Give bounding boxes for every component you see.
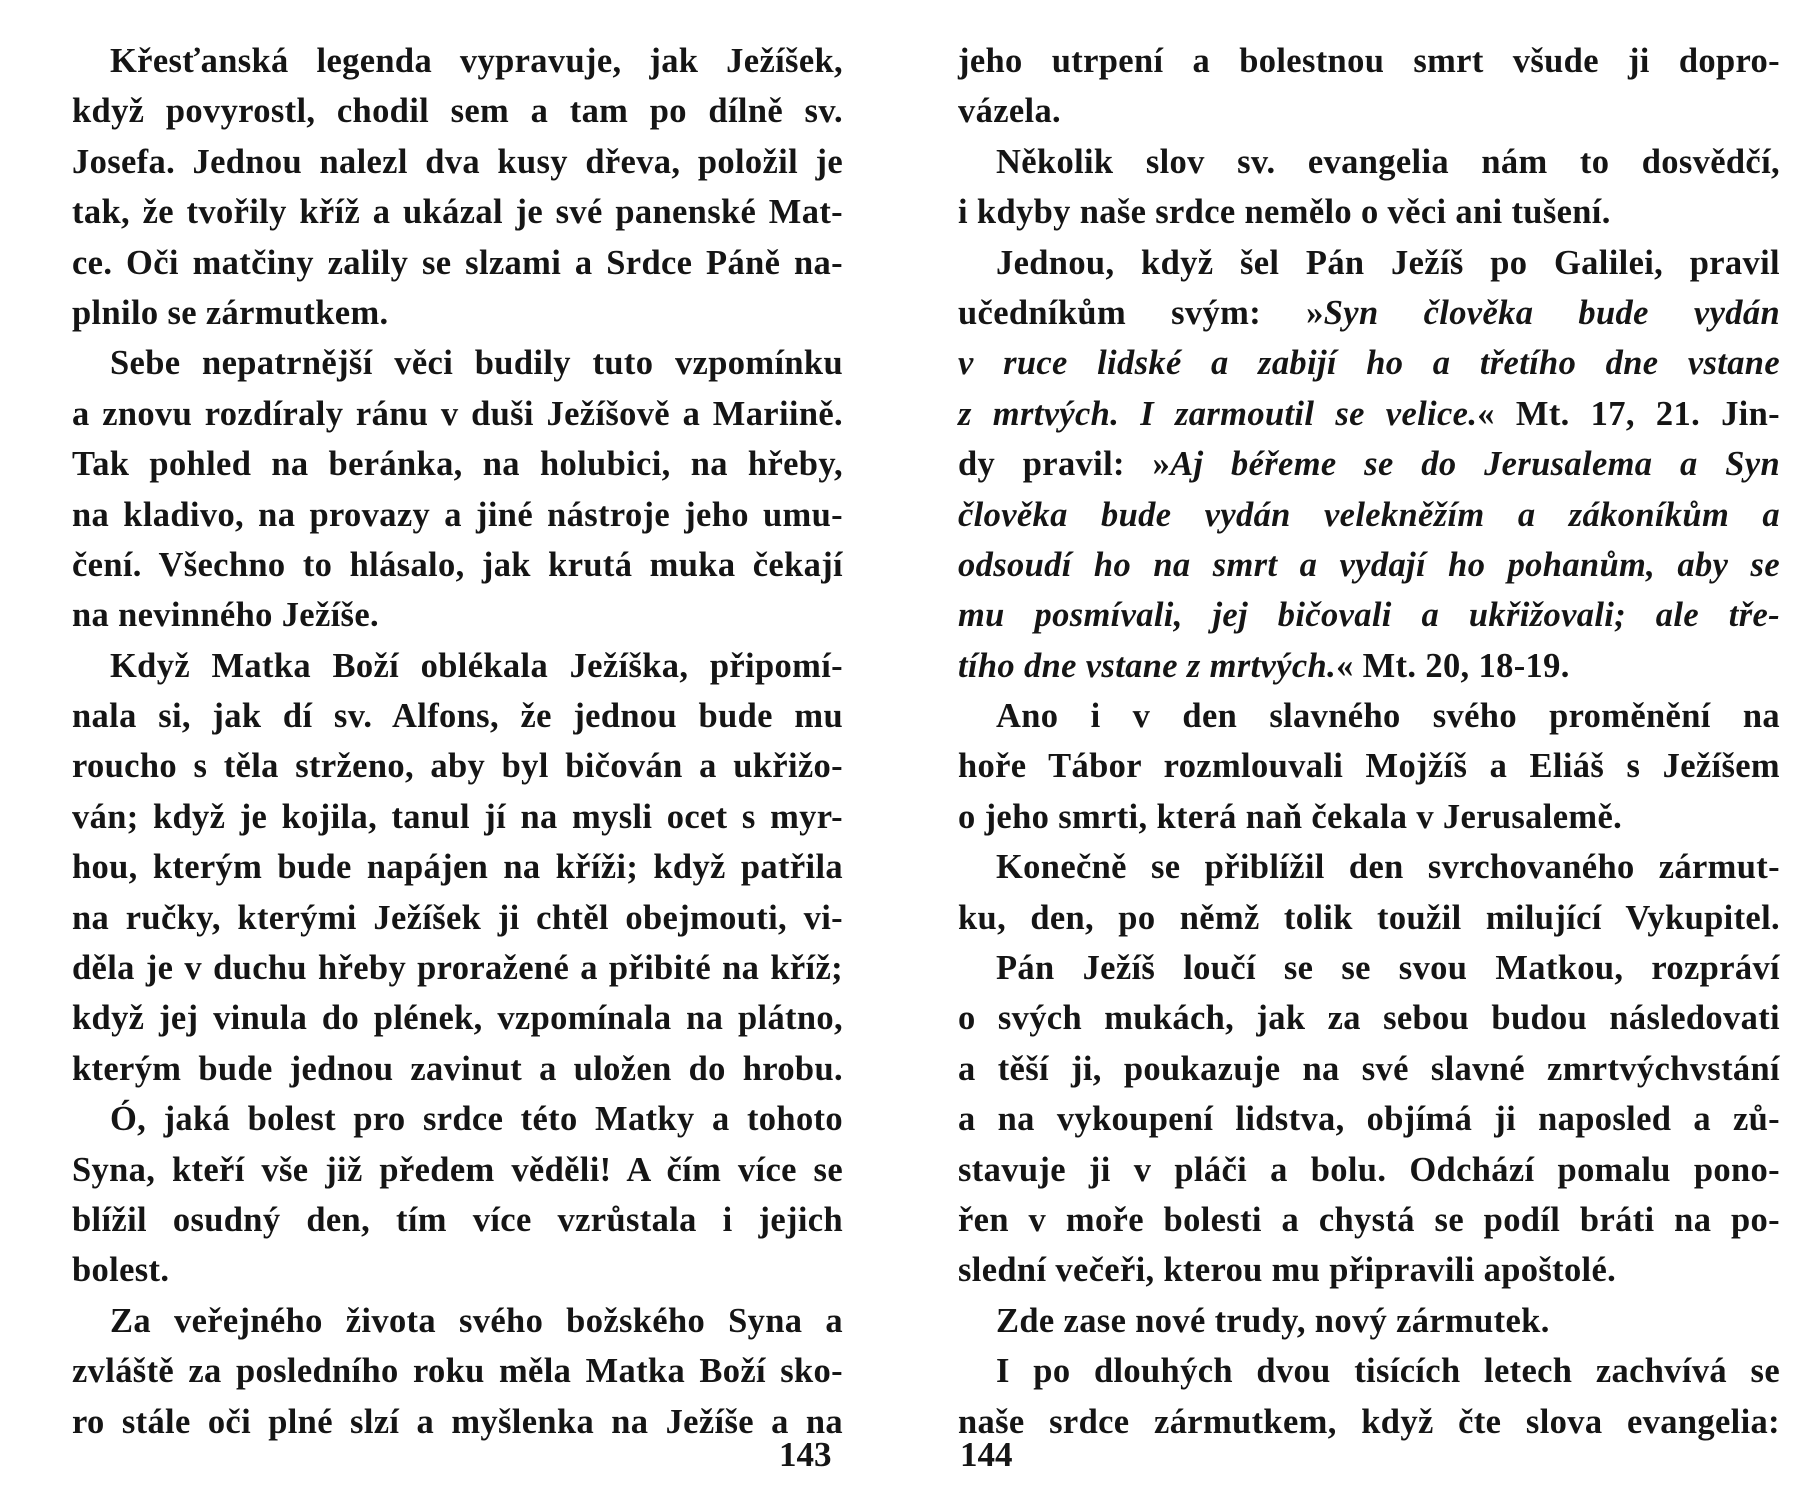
text-run: zvláště za posledního roku měla Matka Boží sko-: [72, 1352, 843, 1391]
text-run: tak, že tvořily kříž a ukázal je své panenské Mat-: [72, 193, 843, 232]
italic-quote-run: člověka bude vydán velekněžím a zákoníkům a: [958, 495, 1780, 534]
text-run: na kladivo, na provazy a jiné nástroje jeho umu-: [72, 495, 843, 534]
text-line: [958, 842, 1780, 892]
text-line: [72, 641, 843, 691]
text-line: [958, 288, 1780, 338]
text-run: Syna, kteří vše již předem věděli! A čím více se: [72, 1150, 843, 1189]
text-run: ro stále oči plné slzí a myšlenka na Ježíše a na: [72, 1402, 843, 1441]
text-run: na nevinného Ježíše.: [72, 596, 379, 635]
text-run: bolest.: [72, 1251, 170, 1290]
text-line: [958, 1397, 1780, 1447]
text-run: Sebe nepatrnější věci budily tuto vzpomínku: [110, 344, 843, 383]
italic-quote-run: odsoudí ho na smrt a vydají ho pohanům, aby se: [958, 545, 1780, 584]
text-line: [72, 86, 843, 136]
text-run: hoře Tábor rozmlouvali Mojžíš a Eliáš s Ježíšem: [958, 747, 1780, 786]
text-run: roucho s těla strženo, aby byl bičován a ukřižo-: [72, 747, 843, 786]
text-run: Zde zase nové trudy, nový zármutek.: [996, 1301, 1550, 1340]
italic-quote-run: v ruce lidské a zabijí ho a třetího dne vstane: [958, 344, 1780, 383]
page-number-left: 143: [779, 1435, 832, 1474]
text-line: [72, 993, 843, 1043]
text-line: [72, 943, 843, 993]
text-line: [72, 893, 843, 943]
text-line: [958, 1094, 1780, 1144]
text-run: o svých mukách, jak za sebou budou následovati: [958, 999, 1780, 1038]
text-run: Ano i v den slavného svého proměnění na: [996, 697, 1780, 736]
text-line: [72, 842, 843, 892]
text-run: nala si, jak dí sv. Alfons, že jednou bude mu: [72, 697, 843, 736]
text-line: [72, 490, 843, 540]
text-line: [72, 1044, 843, 1094]
text-line: [958, 439, 1780, 489]
text-run: kterým bude jednou zavinut a uložen do hrobu.: [72, 1049, 843, 1088]
text-run: Josefa. Jednou nalezl dva kusy dřeva, položil je: [72, 142, 843, 181]
text-line: [72, 288, 843, 338]
text-line: [72, 36, 843, 86]
text-line: [72, 1245, 843, 1295]
text-run: ce. Oči matčiny zalily se slzami a Srdce Páně na-: [72, 243, 843, 282]
text-run: Za veřejného života svého božského Syna a: [110, 1301, 843, 1340]
text-run: čení. Všechno to hlásalo, jak krutá muka čekají: [72, 545, 843, 584]
text-line: [72, 1397, 843, 1447]
text-run: o jeho smrti, která naň čekala v Jerusalemě.: [958, 797, 1623, 836]
text-run: řen v moře bolesti a chystá se podíl bráti na po-: [958, 1200, 1780, 1239]
text-run: Ó, jaká bolest pro srdce této Matky a tohoto: [110, 1100, 843, 1139]
text-run: jeho utrpení a bolestnou smrt všude ji dopro-: [958, 42, 1780, 80]
text-line: [958, 490, 1780, 540]
text-line: [958, 137, 1780, 187]
text-run: Tak pohled na beránka, na holubici, na hřeby,: [72, 445, 843, 484]
text-run: slední večeři, kterou mu připravili apoštolé.: [958, 1251, 1617, 1290]
text-run: a těší ji, poukazuje na své slavné zmrtvýchvstání: [958, 1049, 1780, 1088]
text-line: [958, 187, 1780, 237]
text-line: [958, 238, 1780, 288]
text-run: Když Matka Boží oblékala Ježíška, připomí-: [110, 646, 843, 685]
text-line: [72, 540, 843, 590]
text-run: I po dlouhých dvou tisících letech zachvívá se: [996, 1352, 1780, 1391]
italic-quote-run: Syn člověka bude vydán: [1323, 293, 1780, 332]
text-line: [72, 389, 843, 439]
text-line: [72, 187, 843, 237]
text-run: Několik slov sv. evangelia nám to dosvědčí,: [996, 142, 1780, 181]
text-line: [958, 1195, 1780, 1245]
text-line: [72, 741, 843, 791]
text-line: [72, 338, 843, 388]
text-run: naše srdce zármutkem, když čte slova evangelia:: [958, 1402, 1780, 1441]
text-line: [958, 1296, 1780, 1346]
text-line: [72, 137, 843, 187]
text-line: [958, 993, 1780, 1043]
text-run: stavuje ji v pláči a bolu. Odchází pomalu pono-: [958, 1150, 1780, 1189]
text-run: ku, den, po němž tolik toužil milující Vykupitel.: [958, 898, 1780, 937]
text-line: [958, 36, 1780, 86]
text-line: [72, 590, 843, 640]
text-line: [958, 1044, 1780, 1094]
text-line: [958, 1245, 1780, 1295]
text-line: [958, 691, 1780, 741]
text-line: [958, 590, 1780, 640]
text-run: vázela.: [958, 92, 1062, 131]
text-run: blížil osudný den, tím více vzrůstala i jejich: [72, 1200, 843, 1239]
text-line: [72, 238, 843, 288]
text-line: [958, 741, 1780, 791]
text-line: [72, 1195, 843, 1245]
text-line: [958, 893, 1780, 943]
text-line: [72, 1094, 843, 1144]
italic-quote-run: tího dne vstane z mrtvých.: [958, 646, 1337, 685]
text-run: « Mt. 17, 21. Jin-: [1477, 394, 1780, 433]
text-run: na ručky, kterými Ježíšek ji chtěl obejmouti, vi-: [72, 898, 843, 937]
italic-quote-run: z mrtvých. I zarmoutil se velice.: [958, 394, 1478, 433]
italic-quote-run: Aj béřeme se do Jerusalema a Syn: [1170, 445, 1780, 484]
text-line: [958, 338, 1780, 388]
text-line: [72, 1296, 843, 1346]
text-line: [958, 389, 1780, 439]
left-page-text: [72, 36, 843, 1447]
text-run: Pán Ježíš loučí se se svou Matkou, rozpráví: [996, 949, 1780, 988]
text-line: [72, 691, 843, 741]
text-line: [72, 1145, 843, 1195]
text-run: dy pravil: »: [958, 445, 1171, 484]
text-run: když jej vinula do plének, vzpomínala na plátno,: [72, 999, 843, 1038]
text-line: [72, 792, 843, 842]
text-run: Křesťanská legenda vypravuje, jak Ježíšek,: [110, 42, 843, 80]
text-line: [958, 1145, 1780, 1195]
text-run: když povyrostl, chodil sem a tam po dílně sv.: [72, 92, 843, 131]
text-line: [958, 540, 1780, 590]
text-line: [958, 1346, 1780, 1396]
text-run: ván; když je kojila, tanul jí na mysli ocet s myr-: [72, 797, 843, 836]
text-run: i kdyby naše srdce nemělo o věci ani tušení.: [958, 193, 1611, 232]
text-line: [958, 792, 1780, 842]
text-run: a znovu rozdíraly ránu v duši Ježíšově a Mariině.: [72, 394, 843, 433]
text-run: Jednou, když šel Pán Ježíš po Galilei, pravil: [996, 243, 1780, 282]
text-run: plnilo se zármutkem.: [72, 293, 389, 332]
text-line: [958, 943, 1780, 993]
text-run: a na vykoupení lidstva, objímá ji naposled a zů-: [958, 1100, 1780, 1139]
text-run: « Mt. 20, 18-19.: [1336, 646, 1570, 685]
text-run: děla je v duchu hřeby proražené a přibité na kříž;: [72, 949, 843, 988]
text-line: [72, 1346, 843, 1396]
text-run: hou, kterým bude napájen na kříži; když patřila: [72, 848, 843, 887]
text-run: učedníkům svým: »: [958, 293, 1324, 332]
text-line: [72, 439, 843, 489]
text-line: [958, 641, 1780, 691]
right-page-text: [958, 36, 1780, 1447]
italic-quote-run: mu posmívali, jej bičovali a ukřižovali; ale tře-: [958, 596, 1780, 635]
text-run: Konečně se přiblížil den svrchovaného zármut-: [996, 848, 1780, 887]
page-number-right: 144: [960, 1435, 1013, 1474]
text-line: [958, 86, 1780, 136]
